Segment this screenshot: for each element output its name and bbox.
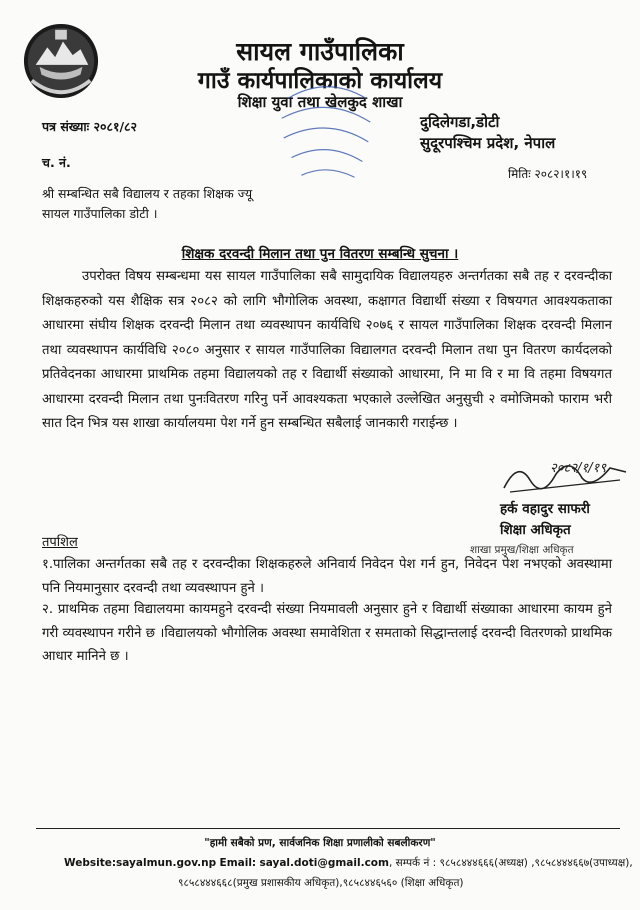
signer-name: हर्क वहादुर साफरी [500, 501, 590, 517]
email-link[interactable]: sayal.doti@gmail.com [259, 857, 389, 869]
website-label: Website: [64, 857, 117, 869]
branch-name: शिक्षा युवा तथा खेलकुद शाखा [237, 93, 403, 111]
dispatch-number: च. नं. [42, 155, 71, 170]
email-label: Email: [219, 857, 257, 869]
recipient-line-2: सायल गाउँपालिका डोटी । [42, 206, 158, 221]
website-link[interactable]: sayalmun.gov.np [116, 857, 217, 869]
reference-number: पत्र संख्याः २०८१/८२ [42, 119, 138, 134]
office-subtitle: गाउँ कार्यपालिकाको कार्यालय [197, 68, 443, 94]
address-line-2: सुदूरपश्चिम प्रदेश, नेपाल [420, 134, 556, 152]
address-line-1: दुदिलेगडा,डोटी [420, 113, 500, 131]
office-stamp-icon [268, 78, 386, 188]
phone-numbers: , सम्पर्क नं : ९८५८४४४६६६(अध्यक्ष) ,९८५८४४४६६७(उपाध्यक्ष), [388, 857, 633, 869]
office-name: सायल गाउँपालिका [236, 37, 404, 66]
footer-slogan: "हामी सबैको प्रण, सार्वजनिक शिक्षा प्रणालीको सबलीकरण" [204, 837, 436, 849]
detail-note-2: २. प्राथमिक तहमा विद्यालयमा कायमहुने दरवन्दी संख्या नियमावली अनुसार हुने र विद्यार्थी संख्याका आधारमा कायम हुने गरी व्यवस्थापन गरीने छ ।विद्यालयको भौगोलिक अवस्था समावेशिता र समताको सिद्धान्तलाई दरवन्दी वितरणको प्राथमिक आधार मानिने छ । [42, 602, 612, 664]
nepal-emblem-logo [22, 22, 100, 100]
footer-divider [36, 828, 620, 829]
details-heading: तपशिल [42, 535, 78, 550]
footer-contact-line-2: ९८५८४४४६६८(प्रमुख प्रशासकीय अधिकृत),९८५८४४६५६० (शिक्षा अधिकृत) [178, 877, 464, 889]
letter-subject: शिक्षक दरवन्दी मिलान तथा पुन वितरण सम्बन्धि सुचना । [181, 246, 459, 262]
designation-stamp: शाखा प्रमुख/शिक्षा अधिकृत [470, 544, 574, 556]
signer-title: शिक्षा अधिकृत [500, 522, 571, 538]
signature-date: २०८२/१/१९ [550, 461, 607, 476]
detail-note-1: १.पालिका अन्तर्गतका सबै तह र दरवन्दीका शिक्षकहरुले अनिवार्य निवेदन पेश गर्न हुन, निवेदन पेश नभएको अवस्थामा पनि नियमानुसार दरवन्दी तथा व्यवस्थापन हुने । [42, 557, 612, 596]
recipient-line-1: श्री सम्बन्धित सबै विद्यालय र तहका शिक्षक ज्यू [42, 186, 253, 201]
letter-body: उपरोक्त विषय सम्बन्धमा यस सायल गाउँपालिका सबै सामुदायिक विद्यालयहरु अन्तर्गतका सबै तह र दरवन्दीका शिक्षकहरुको यस शैक्षिक सत्र २०८२ को लागि भौगोलिक अवस्था, कक्षागत विद्यार्थी संख्या र विषयगत आवश्यकताका आधारमा संघीय शिक्षक दरवन्दी मिलान तथा व्यवस्थापन कार्यविधि २०७६ र सायल गाउँपालिका शिक्षक दरवन्दी मिलान तथा व्यवस्थापन कार्यविधि २०८० अनुसार र सायल गाउँपालिका विद्यालगत दरवन्दी मिलान तथा पुन वितरण कार्यदलको प्रतिवेदनका आधारमा प्राथमिक तहमा विद्यालयको तह र विद्यार्थी संख्याको आधारमा, नि मा वि र मा वि तहमा विषयगत आधारमा दरवन्दी मिलान तथा पुनःवितरण गरिनु पर्ने आवश्यकता भएकाले उल्लेखित अनुसुची २ वमोजिमको फाराम भरी सात दिन भित्र यस शाखा कार्यालयमा पेश गर्ने हुन सम्बन्धित सबैलाई जानकारी गराईन्छ । [42, 269, 612, 431]
footer-contact-line-1 [64, 856, 633, 870]
signature-image [500, 450, 630, 498]
letter-date: मितिः २०८२।१।१९ [508, 167, 588, 181]
